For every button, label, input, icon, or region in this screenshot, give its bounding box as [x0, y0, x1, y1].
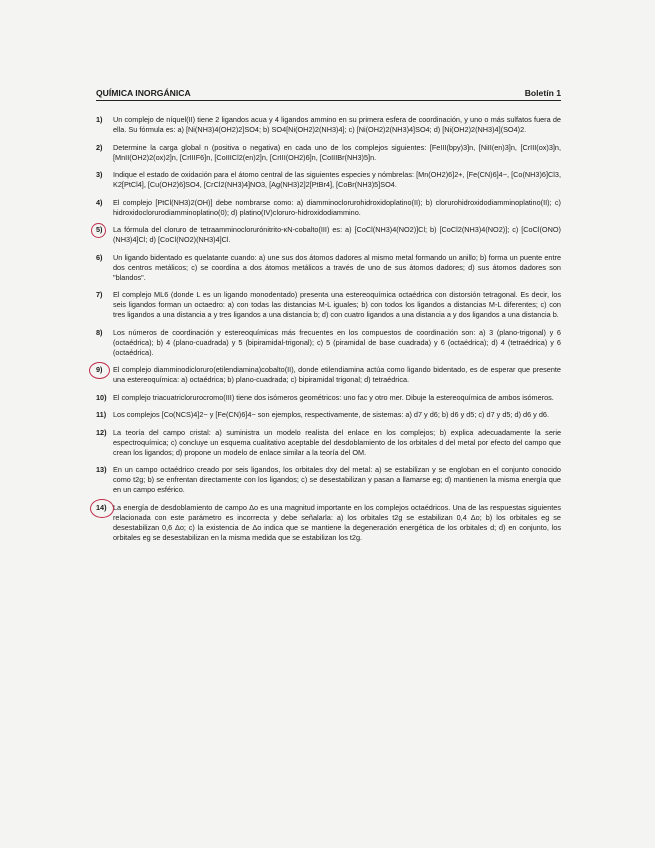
question-text: Determine la carga global n (positiva o negativa) en cada uno de los complejos siguientes: [FeIII(bpy)3]n, [NiII(en)3]n, [CrIII(ox)3]n, [MnII(OH2)2(ox)2]n, [CrIIIF6]n, [CoIIICl2(en)2]n, [CrIII(OH2)6]n, [CoIIIBr(NH3)5]n. — [113, 142, 561, 162]
question-1 — [96, 115, 561, 135]
question-text: El complejo diamminodicloruro(etilendiamina)cobalto(II), donde etilendiamina actúa como ligando bidentado, es de esperar que presente una estereoquímica: a) octaédrica; b) plano-cuadrada; c) bipiramidal trigonal; d) tetraédrica. — [113, 365, 561, 384]
question-number — [96, 503, 113, 543]
bulletin-label: Boletín 1 — [524, 88, 561, 98]
question-number — [96, 365, 113, 385]
question-text: La teoría del campo cristal: a) suministra un modelo realista del enlace en los complejos; b) explica adecuadamente la serie espectroquímica; c) concluye un esquema cualitativo aceptable del desdoblamiento de los orbitales d del metal por efecto del campo que crean los ligandos; d) propone un modelo de enlace similar a la teoría del OM. — [113, 427, 561, 457]
question-12 — [96, 428, 561, 458]
question-text: El complejo triacuatriclorurocromo(III) tiene dos isómeros geométricos: uno fac y otro mer. Dibuje la estereoquímica de ambos isómeros. — [113, 392, 554, 402]
question-number — [96, 225, 113, 245]
question-number: 4) — [96, 197, 103, 207]
question-number: 11) — [96, 410, 107, 419]
question-7 — [96, 290, 561, 320]
question-text: En un campo octaédrico creado por seis ligandos, los orbitales dxy del metal: a) se estabilizan y se engloban en el conjunto conocido como t2g; b) se enfrentan directamente con los ligandos; c) se desestabilizan y pasan a llamarse eg; d) mantienen la misma energía que en un campo esférico. — [113, 465, 561, 494]
question-text: La fórmula del cloruro de tetraamminoclorurónitrito-κN-cobalto(III) es: a) [CoCl(NH3)4(NO2)]Cl; b) [CoCl2(NH3)4(NO2)]; c) [CoCl(ONO)(NH3)4]Cl; d) [CoCl(NO2)(NH3)4]Cl. — [113, 225, 561, 244]
question-2 — [96, 143, 561, 163]
question-number: 3) — [96, 170, 103, 179]
question-13 — [96, 465, 561, 495]
question-number: 1) — [96, 115, 103, 124]
question-4 — [96, 198, 561, 218]
question-8 — [96, 328, 561, 358]
question-text: Los complejos [Co(NCS)4]2− y [Fe(CN)6]4− son ejemplos, respectivamente, de sistemas: a) d7 y d6; b) d6 y d5; c) d7 y d5; d) d6 y d6. — [113, 410, 549, 419]
course-title: QUÍMICA INORGÁNICA — [96, 88, 191, 98]
question-5 — [96, 225, 561, 245]
question-number: 10) — [96, 392, 107, 402]
question-9 — [96, 365, 561, 385]
question-6 — [96, 253, 561, 283]
question-3 — [96, 170, 561, 190]
question-14 — [96, 503, 561, 543]
question-11 — [96, 410, 561, 420]
question-number: 6) — [96, 252, 103, 262]
question-text: El complejo [PtCl(NH3)2(OH)] debe nombrarse como: a) diamminoclorurohidroxidoplatino(II); b) clorurohidroxidodiamminoplatino(II); c) hidroxidoclorurodiamminoplatino(0); d) platino(IV)cloruro-hidroxidodiammino. — [113, 197, 561, 217]
question-text: El complejo ML6 (donde L es un ligando monodentado) presenta una estereoquímica octaédrica con distorsión tetragonal. Es decir, los seis ligandos forman un octaedro: a) con todas las distancias M-L iguales; b) con todos los ligandos a distancias M-L diferentes; c) con tres ligandos a una distancia a y tres ligandos a una distancia b; d) con cuatro ligandos a una distancia a y dos ligandos a una distancia b. — [113, 290, 561, 319]
red-circle-mark — [90, 499, 114, 518]
question-text: Un ligando bidentado es quelatante cuando: a) une sus dos átomos dadores al mismo metal formando un anillo; b) forma un puente entre dos centros metálicos; c) se coordina a dos átomos metálicos a través de uno de sus átomos dadores; d) sus átomos dadores son "blandos". — [113, 252, 561, 282]
question-number: 12) — [96, 427, 107, 437]
question-text: Un complejo de níquel(II) tiene 2 ligandos acua y 4 ligandos ammino en su primera esfera de coordinación, y uno o más sulfatos fuera de ella. Su fórmula es: a) [Ni(NH3)4(OH2)2]SO4; b) SO4[Ni(OH2)2(NH3)4]; c) [Ni(OH2)2(NH3)4]SO4; d) [Ni(OH2)2(NH3)4](SO4)2. — [113, 115, 561, 134]
question-text: La energía de desdoblamiento de campo Δo es una magnitud importante en los complejos octaédricos. Una de las respuestas siguientes relacionada con este parámetro es incorrecta y debe señalarla: a) los orbitales t2g se estabilizan 0,4 Δo; b) los orbitales eg se desestabilizan 0,6 Δo; c) la existencia de Δo indica que se mantiene la degeneración energética de los orbitales d; d) en conjunto, los orbitales eg se desestabilizan en la misma medida que se estabilizan los t2g. — [113, 502, 561, 542]
question-number: 13) — [96, 465, 107, 474]
question-text: Indique el estado de oxidación para el átomo central de las siguientes especies y nómbrelas: [Mn(OH2)6]2+, [Fe(CN)6]4−, [Co(NH3)6]Cl3, K2[PtCl4], [Cu(OH2)6]SO4, [CrCl2(NH3)4]NO3, [Ag(NH3)2]2[PtBr4], [CoBr(NH3)5]SO4. — [113, 170, 561, 189]
question-number: 8) — [96, 327, 103, 337]
page-header — [96, 88, 561, 101]
red-circle-mark — [91, 223, 106, 238]
question-number-label: 5) — [96, 225, 103, 234]
question-number-label: 14) — [96, 502, 107, 512]
question-10 — [96, 393, 561, 403]
question-text: Los números de coordinación y estereoquímicas más frecuentes en los compuestos de coordinación son: a) 3 (plano-trigonal) y 6 (octaédrica); b) 4 (plano-cuadrada) y 5 (bipiramidal-trigonal); c) 5 (piramidal de base cuadrada) y 6 (octaédrica); d) 4 (tetraédrica) y 6 (octaédrica). — [113, 327, 561, 357]
worksheet — [96, 88, 561, 550]
question-number: 7) — [96, 290, 103, 299]
red-circle-mark — [89, 362, 110, 379]
question-number-label: 9) — [96, 365, 103, 374]
question-number: 2) — [96, 142, 103, 152]
